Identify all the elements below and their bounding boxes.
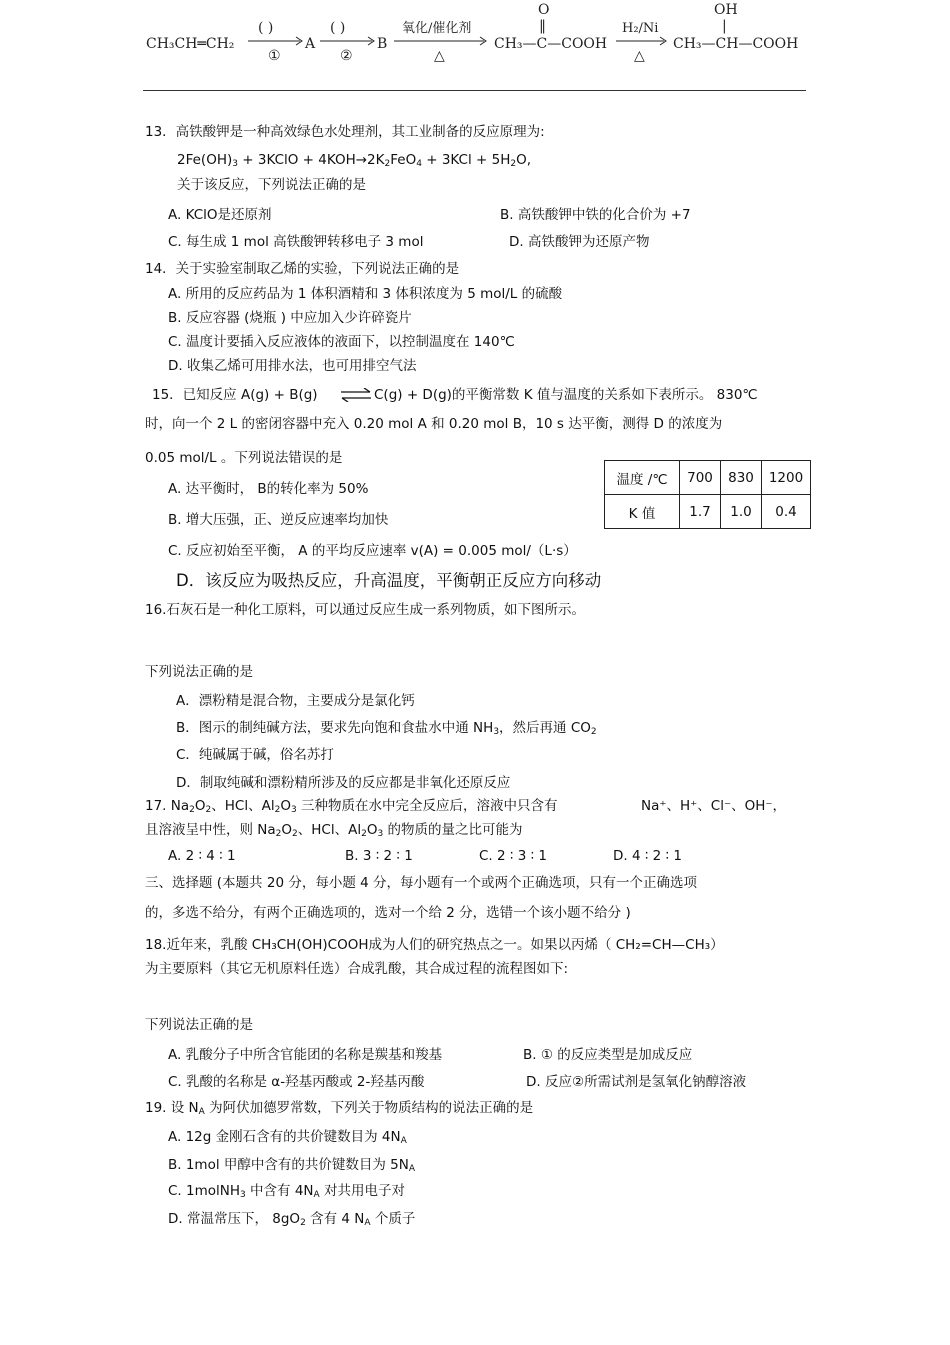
q14-stem: 14．关于实验室制取乙烯的实验，下列说法正确的是 (145, 261, 460, 277)
q18-option-c: C. 乳酸的名称是 α-羟基丙酸或 2-羟基丙酸 (168, 1074, 425, 1090)
table-cell: K 值 (605, 495, 680, 529)
q17-line1: 17. $Na_2O_2$、HCl、$Al_2O_3$ 三种物质在水中完全反应后，溶液中只含有 (145, 798, 558, 815)
section3-line2: 的，多选不给分，有两个正确选项的，选对一个给 2 分，选错一个该小题不给分 ) (145, 905, 631, 921)
horizontal-rule (143, 90, 806, 91)
q14-option-c: C. 温度计要插入反应液体的液面下，以控制温度在 140℃ (168, 334, 515, 350)
table-row (605, 461, 811, 495)
q18-option-b: B. ① 的反应类型是加成反应 (523, 1047, 693, 1063)
q17-option-c: C. 2 ∶ 3 ∶ 1 (479, 848, 547, 864)
scheme-pyruvic-acid: CH₃—C—COOH (494, 36, 608, 52)
q17-ions: Na⁺、H⁺、Cl⁻、OH⁻， (641, 798, 786, 814)
q16-option-c: C．纯碱属于碱，俗名苏打 (176, 747, 334, 763)
scheme-arrow1-label: ( ) (258, 20, 274, 36)
q16-option-d: D．制取纯碱和漂粉精所涉及的反应都是非氧化还原反应 (176, 775, 511, 791)
section3-line1: 三、选择题 (本题共 20 分，每小题 4 分，每小题有一个或两个正确选项，只有一个正确选项 (145, 875, 697, 891)
q14-option-a: A. 所用的反应药品为 1 体积酒精和 3 体积浓度为 5 mol/L 的硫酸 (168, 286, 563, 302)
q17-option-b: B. 3 ∶ 2 ∶ 1 (345, 848, 413, 864)
q19-option-c: C. 1molNH$_3$ 中含有 $4N_A$ 对共用电子对 (168, 1183, 405, 1200)
scheme-A: A (305, 36, 316, 52)
scheme-arrow3-label: 氧化/催化剂 (402, 21, 472, 36)
table-cell: 830 (721, 461, 762, 495)
q15-line2: 时，向一个 2 L 的密闭容器中充入 0.20 mol A 和 0.20 mol B，10 s 达平衡，测得 D 的浓度为 (145, 416, 723, 432)
equilibrium-arrow-icon (340, 388, 372, 402)
q13-option-d: D. 高铁酸钾为还原产物 (509, 234, 650, 250)
q14-option-b: B. 反应容器 (烧瓶 ) 中应加入少许碎瓷片 (168, 310, 412, 326)
q18-option-a: A. 乳酸分子中所含官能团的名称是羰基和羧基 (168, 1047, 443, 1063)
table-row (605, 495, 811, 529)
scheme-lactic-bond: | (722, 18, 727, 34)
q13-line3: 关于该反应，下列说法正确的是 (177, 177, 366, 193)
table-cell: 0.4 (762, 495, 811, 529)
table-cell: 温度 /℃ (605, 461, 680, 495)
q16-prompt: 下列说法正确的是 (145, 664, 253, 680)
q13-option-a: A. KClO是还原剂 (168, 207, 272, 223)
q15-line1-start: 15．已知反应 A(g) + B(g) (152, 387, 318, 403)
scheme-arrow3-condition: △ (434, 48, 445, 64)
scheme-arrow2-label: ( ) (330, 20, 346, 36)
q19-option-b: B. 1mol 甲醇中含有的共价键数目为 $5N_A$ (168, 1157, 416, 1174)
table-cell: 1200 (762, 461, 811, 495)
scheme-start: CH₃CH═CH₂ (146, 36, 235, 52)
table-cell: 700 (680, 461, 721, 495)
scheme-B: B (377, 36, 388, 52)
k-value-table (604, 460, 811, 529)
q19-option-d: D. 常温常压下， $8gO_2$ 含有 4 $N_A$ 个质子 (168, 1211, 416, 1228)
scheme-arrow4-condition: △ (634, 48, 645, 64)
q15-line1-end: C(g) + D(g)的平衡常数 K 值与温度的关系如下表所示。 830℃ (374, 387, 758, 403)
scheme-arrow4-label: H₂/Ni (622, 21, 659, 36)
q16-stem: 16.石灰石是一种化工原料，可以通过反应生成一系列物质，如下图所示。 (145, 602, 585, 618)
q18-prompt: 下列说法正确的是 (145, 1017, 253, 1033)
scheme-lactic-acid: CH₃—CH—COOH (673, 36, 799, 52)
q18-line2: 为主要原料（其它无机原料任选）合成乳酸，其合成过程的流程图如下: (145, 961, 569, 977)
q14-option-d: D. 收集乙烯可用排水法，也可用排空气法 (168, 358, 417, 374)
reaction-scheme (140, 0, 820, 80)
q18-option-d: D. 反应②所需试剂是氢氧化钠醇溶液 (526, 1074, 747, 1090)
q17-line2: 且溶液呈中性，则 $Na_2O_2$、HCl、$Al_2O_3$ 的物质的量之比可能为 (145, 822, 523, 839)
q17-option-a: A. 2 ∶ 4 ∶ 1 (168, 848, 236, 864)
q17-option-d: D. 4 ∶ 2 ∶ 1 (613, 848, 682, 864)
q15-option-c: C. 反应初始至平衡， A 的平均反应速率 v(A) = 0.005 mol/（L·s） (168, 543, 577, 559)
table-cell: 1.0 (721, 495, 762, 529)
scheme-arrow2-step: ② (340, 48, 353, 64)
scheme-arrow1-step: ① (268, 48, 281, 64)
q13-equation: $2Fe(OH)_3$ + 3KClO + $4KOH\to 2K_2FeO_4 + 3KCl + 5H_2O$, (177, 152, 532, 169)
q18-line1: 18.近年来，乳酸 CH₃CH(OH)COOH成为人们的研究热点之一。如果以丙烯（ CH₂=CH—CH₃） (145, 937, 724, 953)
q13-option-c: C. 每生成 1 mol 高铁酸钾转移电子 3 mol (168, 234, 424, 250)
q15-option-d: D．该反应为吸热反应，升高温度，平衡朝正反应方向移动 (176, 571, 602, 590)
q16-option-b: B．图示的制纯碱方法，要求先向饱和食盐水中通 $NH_3$，然后再通 $CO_2$ (176, 720, 597, 737)
q15-option-b: B. 增大压强，正、逆反应速率均加快 (168, 512, 389, 528)
q16-option-a: A．漂粉精是混合物，主要成分是氯化钙 (176, 693, 415, 709)
q13-option-b: B. 高铁酸钾中铁的化合价为 +7 (500, 207, 691, 223)
q13-stem: 13．高铁酸钾是一种高效绿色水处理剂，其工业制备的反应原理为: (145, 124, 545, 140)
scheme-pyruvic-o: O (538, 2, 550, 18)
table-cell: 1.7 (680, 495, 721, 529)
q19-option-a: A. 12g 金刚石含有的共价键数目为 $4N_A$ (168, 1129, 407, 1146)
scheme-pyruvic-bond: ‖ (539, 18, 546, 34)
q19-stem: 19. 设 $N_A$ 为阿伏加德罗常数，下列关于物质结构的说法正确的是 (145, 1100, 534, 1117)
q15-option-a: A. 达平衡时， B的转化率为 50% (168, 481, 369, 497)
q15-line3: 0.05 mol/L 。下列说法错误的是 (145, 450, 343, 466)
scheme-lactic-oh: OH (714, 2, 738, 18)
